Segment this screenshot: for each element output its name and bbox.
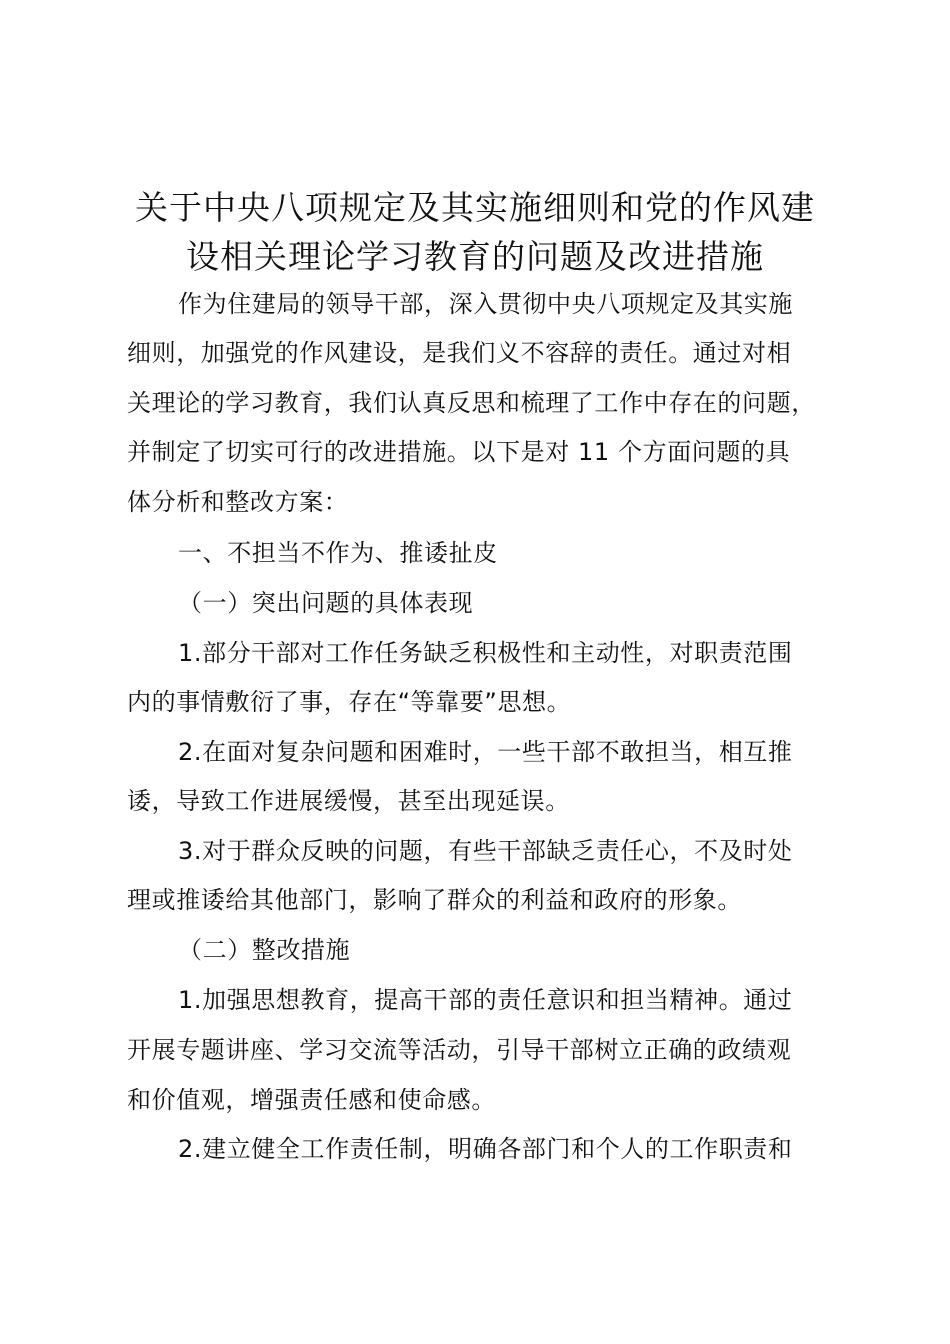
paragraph-line: 和价值观，增强责任感和使命感。 bbox=[127, 1086, 496, 1114]
paragraph-line: 理或推诿给其他部门，影响了群众的利益和政府的形象。 bbox=[127, 886, 742, 914]
paragraph-line: 2.建立健全工作责任制，明确各部门和个人的工作职责和 bbox=[178, 1135, 793, 1163]
subsection-heading: （一）突出问题的具体表现 bbox=[178, 589, 474, 617]
paragraph-line: 细则，加强党的作风建设，是我们义不容辞的责任。通过对相 bbox=[127, 339, 792, 367]
paragraph-line: 体分析和整改方案： bbox=[127, 488, 349, 516]
paragraph-line: 作为住建局的领导干部，深入贯彻中央八项规定及其实施 bbox=[178, 290, 793, 318]
paragraph-line: 并制定了切实可行的改进措施。以下是对 11 个方面问题的具 bbox=[127, 438, 791, 466]
paragraph-line: 开展专题讲座、学习交流等活动，引导干部树立正确的政绩观 bbox=[127, 1036, 792, 1064]
paragraph-line: 1.加强思想教育，提高干部的责任意识和担当精神。通过 bbox=[178, 986, 793, 1014]
document-title-line-1: 关于中央八项规定及其实施细则和党的作风建 bbox=[135, 188, 815, 227]
document-title-line-2: 设相关理论学习教育的问题及改进措施 bbox=[186, 237, 764, 276]
paragraph-line: 诿，导致工作进展缓慢，甚至出现延误。 bbox=[127, 787, 570, 815]
paragraph-line: 2.在面对复杂问题和困难时，一些干部不敢担当，相互推 bbox=[178, 738, 793, 766]
paragraph-line: 内的事情敷衍了事，存在“等靠要”思想。 bbox=[127, 688, 572, 716]
subsection-heading: （二）整改措施 bbox=[178, 936, 351, 964]
paragraph-line: 关理论的学习教育，我们认真反思和梳理了工作中存在的问题， bbox=[127, 389, 816, 417]
paragraph-line: 3.对于群众反映的问题，有些干部缺乏责任心，不及时处 bbox=[178, 837, 793, 865]
section-heading: 一、不担当不作为、推诿扯皮 bbox=[178, 539, 498, 567]
paragraph-line: 1.部分干部对工作任务缺乏积极性和主动性，对职责范围 bbox=[178, 639, 793, 667]
